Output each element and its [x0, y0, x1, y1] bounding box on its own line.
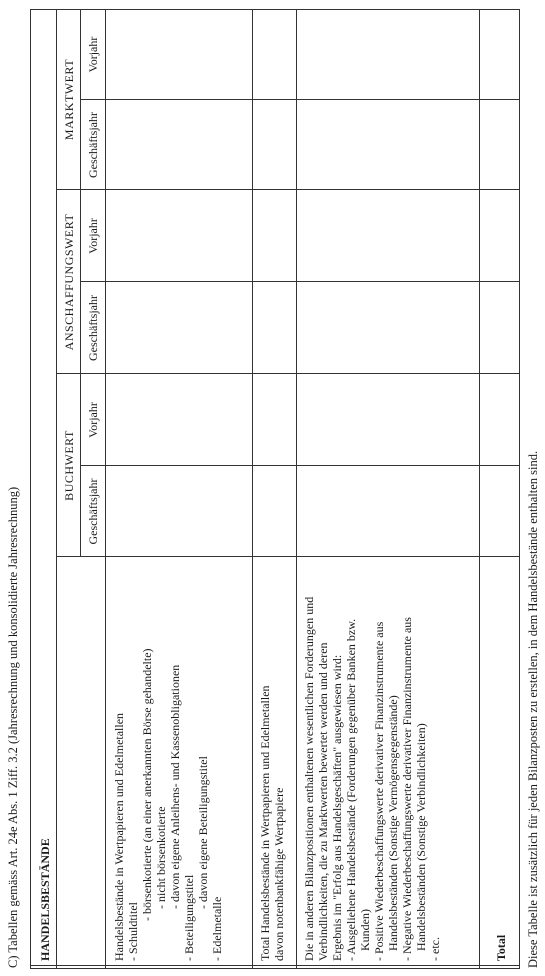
row-label-line: - Ausgeliehene Handelsbestände (Forderungen gegenüber Banken bzw. [344, 618, 358, 961]
row-divider-2 [296, 9, 297, 969]
table-border-right [30, 9, 520, 10]
subcol-divider-1 [80, 465, 520, 466]
table-caption: C) Tabellen gemäss Art. 24e Abs. 1 Ziff. 3.2 (Jahresrechnung und konsolidierte Jahresrechnung) [6, 486, 20, 968]
header-bottom-line [105, 9, 106, 969]
row-label-line: Ergebnis im "Erfolg aus Handelsgeschäften" ausgewiesen wird: [330, 654, 344, 961]
subcol-geschaeftsjahr: Geschäftsjahr [86, 295, 100, 361]
row-label-line: Handelsbestände in Wertpapieren und Edelmetallen [112, 712, 126, 961]
table-inner-left [30, 965, 520, 966]
title-band-line [56, 9, 57, 969]
group-header-anschaffungswert: ANSCHAFFUNGSWERT [62, 213, 76, 351]
table-border-top [30, 9, 31, 969]
row-label-line: - Schuldtitel [126, 902, 140, 961]
group-header-marktwert: MARKTWERT [62, 58, 76, 141]
row-label-line: - Positive Wiederbeschaffungswerte derivativer Finanzinstrumente aus [372, 621, 386, 961]
group-split-line [80, 9, 81, 557]
section-title: HANDELSBESTÄNDE [38, 838, 52, 961]
row-label-line: - börsenkotierte (an einer anerkannten Börse gehandelte) [140, 648, 154, 921]
group-divider-2 [56, 189, 520, 190]
group-header-buchwert: BUCHWERT [62, 430, 76, 501]
table-footnote: Diese Tabelle ist zusätzlich für jeden Bilanzposten zu erstellen, in dem Handelsbestände enthalten sind. [526, 450, 540, 968]
row-label-line: - Negative Wiederbeschaffungswerte derivativer Finanzinstrumente aus [400, 617, 414, 961]
row-label-line: - Beteiligungstitel [182, 874, 196, 961]
row-divider-1 [252, 9, 253, 969]
row-label-line: - Edelmetalle [210, 896, 224, 961]
row-label-line: Handelsbeständen (Sonstige Vermögensgegenstände) [386, 695, 400, 951]
row-label-line: Die in anderen Bilanzpositionen enthaltenen wesentlichen Forderungen und [302, 596, 316, 961]
subcol-geschaeftsjahr: Geschäftsjahr [86, 112, 100, 178]
subcol-divider-3 [80, 99, 520, 100]
subcol-geschaeftsjahr: Geschäftsjahr [86, 478, 100, 545]
subcol-vorjahr: Vorjahr [86, 36, 100, 73]
row-label-line: davon notenbankfähige Wertpapiere [272, 787, 286, 961]
row-label-line: - etc. [428, 937, 442, 961]
label-col-divider [56, 556, 520, 557]
table-border-bottom [519, 9, 520, 969]
row-label-line: Total Handelsbestände in Wertpapieren und Edelmetallen [258, 685, 272, 961]
subcol-vorjahr: Vorjahr [86, 402, 100, 438]
row-divider-3 [479, 9, 480, 969]
total-label: Total [494, 934, 508, 961]
group-divider-1 [56, 373, 520, 374]
row-label-line: Verbindlichkeiten, die zu Marktwerten bewertet werden und deren [316, 642, 330, 961]
row-label-line: Kunden) [358, 909, 372, 951]
row-label-line: - davon eigene Beteiligungstitel [196, 756, 210, 909]
row-label-line: - davon eigene Anleihens- und Kassenobligationen [168, 664, 182, 909]
row-label-line: - nicht börsenkotierte [154, 806, 168, 909]
subcol-divider-2 [80, 281, 520, 282]
handelsbestaende-table [30, 9, 520, 969]
table-border-left [30, 968, 520, 969]
subcol-vorjahr: Vorjahr [86, 218, 100, 254]
row-label-line: Handelsbeständen (Sonstige Verbindlichkeiten) [414, 723, 428, 951]
